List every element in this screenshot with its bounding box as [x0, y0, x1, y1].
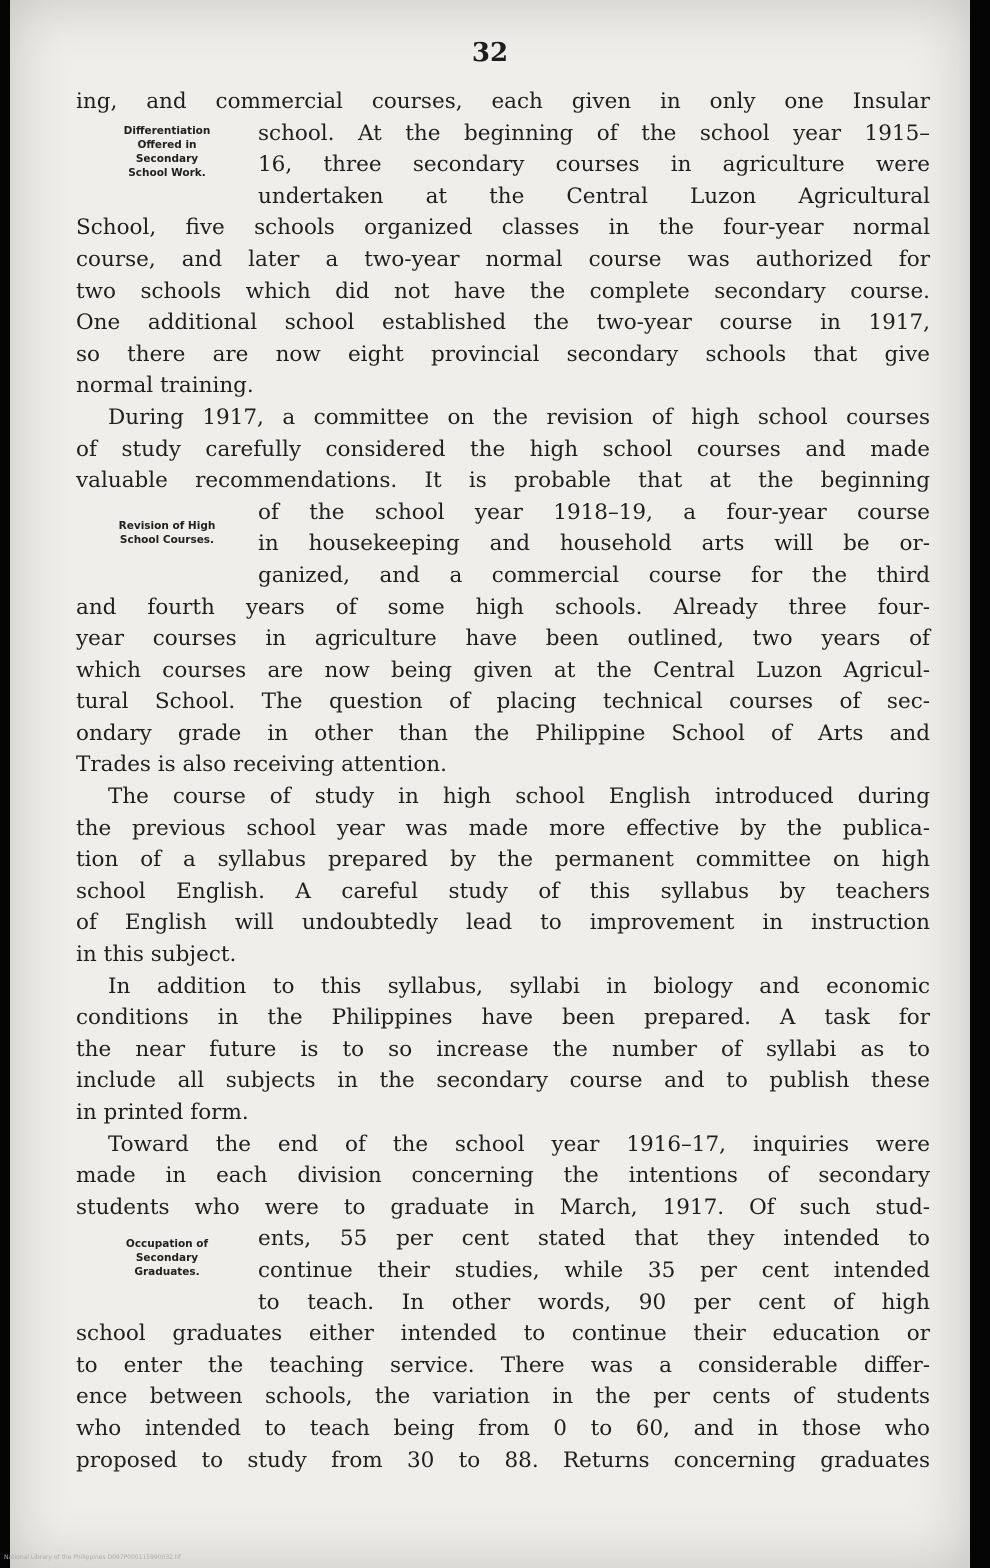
text-line: tural School. The question of placing technical courses of sec-	[76, 689, 930, 715]
text-line: normal training.	[76, 373, 254, 399]
text-line: ondary grade in other than the Philippine School of Arts and	[76, 720, 930, 746]
margin-note-differentiation: Differentiation Offered in Secondary School Work.	[123, 124, 211, 179]
text-line: include all subjects in the secondary course and to publish these	[76, 1068, 930, 1094]
text-line: two schools which did not have the complete secondary course.	[76, 278, 930, 304]
text-line: so there are now eight provincial secondary schools that give	[76, 341, 930, 367]
text-line: year courses in agriculture have been outlined, two years of	[76, 626, 930, 652]
text-line: In addition to this syllabus, syllabi in biology and economic	[108, 973, 930, 999]
text-line: of study carefully considered the high school courses and made	[76, 436, 930, 462]
text-line: and fourth years of some high schools. Already three four-	[76, 594, 930, 620]
text-line: in printed form.	[76, 1100, 249, 1125]
text-line: valuable recommendations. It is probable that at the beginning	[76, 468, 930, 494]
text-line: school English. A careful study of this syllabus by teachers	[76, 878, 930, 904]
text-line: in housekeeping and household arts will be or-	[258, 531, 930, 557]
text-line: of the school year 1918–19, a four-year course	[258, 499, 930, 525]
text-line: tion of a syllabus prepared by the permanent committee on high	[76, 847, 930, 873]
side-note-block	[76, 1223, 930, 1318]
text-line: the previous school year was made more effective by the publica-	[76, 815, 930, 841]
text-line: students who were to graduate in March, 1917. Of such stud-	[76, 1194, 930, 1220]
text-line: During 1917, a committee on the revision of high school courses	[108, 404, 930, 430]
text-line: ence between schools, the variation in the per cents of students	[76, 1384, 930, 1410]
margin-note-occupation: Occupation of Secondary Graduates.	[125, 1238, 209, 1279]
text-line: who intended to teach being from 0 to 60, and in those who	[76, 1415, 930, 1441]
text-line: school graduates either intended to continue their education or	[76, 1321, 930, 1347]
text-line: School, five schools organized classes in the four-year normal	[76, 215, 930, 241]
text-line: undertaken at the Central Luzon Agricultural	[258, 183, 930, 209]
text-line: The course of study in high school English introduced during	[108, 784, 930, 810]
scanned-page	[10, 0, 970, 1568]
paragraph-1	[76, 86, 930, 402]
margin-note-revision: Revision of High School Courses.	[118, 519, 216, 546]
text-line: in this subject.	[76, 942, 237, 968]
paragraph-4	[76, 971, 930, 1129]
body-text	[76, 86, 930, 1476]
text-line: which courses are now being given at the Central Luzon Agricul-	[76, 657, 930, 683]
text-line: course, and later a two-year normal course was authorized for	[76, 246, 930, 272]
text-line: proposed to study from 30 to 88. Returns concerning graduates	[76, 1447, 930, 1473]
side-note-block	[76, 497, 930, 592]
text-line: ganized, and a commercial course for the third	[258, 562, 930, 588]
text-line: Trades is also receiving attention.	[76, 752, 447, 778]
text-line: Toward the end of the school year 1916–17, inquiries were	[108, 1131, 930, 1157]
text-line: made in each division concerning the intentions of secondary	[76, 1163, 930, 1189]
text-line: to teach. In other words, 90 per cent of high	[258, 1289, 930, 1315]
text-line: to enter the teaching service. There was a considerable differ-	[76, 1352, 930, 1378]
scan-footer: National Library of the Philippines D097P000115990032.tif	[4, 1554, 182, 1561]
text-line: ents, 55 per cent stated that they intended to	[258, 1226, 930, 1252]
text-line: One additional school established the two-year course in 1917,	[76, 310, 930, 336]
text-line: ing, and commercial courses, each given in only one Insular	[76, 89, 930, 114]
text-line: conditions in the Philippines have been prepared. A task for	[76, 1005, 930, 1031]
text-line: of English will undoubtedly lead to improvement in instruction	[76, 910, 930, 936]
text-line: continue their studies, while 35 per cent intended	[258, 1257, 930, 1283]
page-number: 32	[471, 38, 509, 68]
text-line: the near future is to so increase the number of syllabi as to	[76, 1036, 930, 1062]
side-note-block	[76, 118, 930, 213]
text-line: school. At the beginning of the school year 1915–	[258, 120, 930, 146]
text-line: 16, three secondary courses in agriculture were	[258, 152, 930, 178]
paragraph-2	[76, 402, 930, 781]
paragraph-5	[76, 1129, 930, 1477]
paragraph-3	[76, 781, 930, 971]
